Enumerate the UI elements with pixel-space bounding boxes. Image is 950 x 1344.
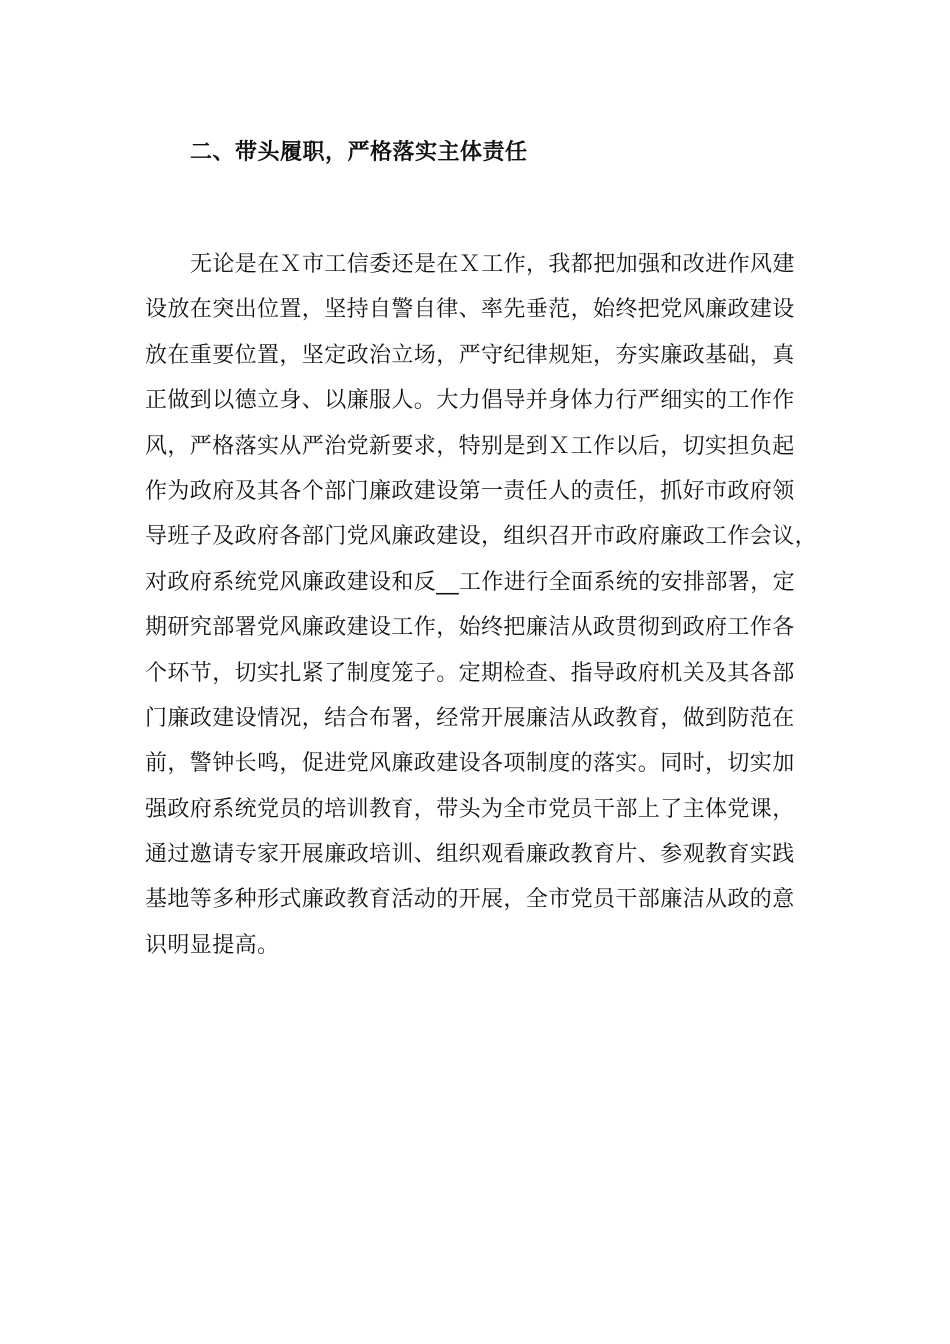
paragraph-line: 放在重要位置，坚定政治立场，严守纪律规矩，夯实廉政基础，真 [145,342,795,368]
paragraph-line: 识明显提高。 [145,932,280,958]
paragraph-line: 无论是在Ｘ市工信委还是在Ｘ工作，我都把加强和改进作风建 [190,252,795,277]
paragraph-line: 导班子及政府各部门党风廉政建设，组织召开市政府廉政工作会议， [145,524,818,550]
paragraph-line: 对政府系统党风廉政建设和反__工作进行全面系统的安排部署，定 [145,569,796,595]
paragraph-line: 门廉政建设情况，结合布署，经常开展廉洁从政教育，做到防范在 [145,705,795,731]
paragraph-line: 通过邀请专家开展廉政培训、组织观看廉政教育片、参观教育实践 [145,842,795,868]
paragraph-line: 作为政府及其各个部门廉政建设第一责任人的责任，抓好市政府领 [145,478,795,504]
section-heading: 二、带头履职，严格落实主体责任 [190,140,528,165]
paragraph-line: 期研究部署党风廉政建设工作，始终把廉洁从政贯彻到政府工作各 [145,615,795,641]
paragraph-line: 强政府系统党员的培训教育，带头为全市党员干部上了主体党课， [145,796,795,822]
paragraph-line: 基地等多种形式廉政教育活动的开展，全市党员干部廉洁从政的意 [145,887,795,913]
body-paragraph [145,248,845,974]
paragraph-line: 个环节，切实扎紧了制度笼子。定期检查、指导政府机关及其各部 [145,660,795,686]
paragraph-line: 风，严格落实从严治党新要求，特别是到Ｘ工作以后，切实担负起 [145,433,795,459]
paragraph-line: 设放在突出位置，坚持自警自律、率先垂范，始终把党风廉政建设 [145,297,795,323]
paragraph-line: 正做到以德立身、以廉服人。大力倡导并身体力行严细实的工作作 [145,388,795,414]
paragraph-line: 前，警钟长鸣，促进党风廉政建设各项制度的落实。同时，切实加 [145,751,795,777]
